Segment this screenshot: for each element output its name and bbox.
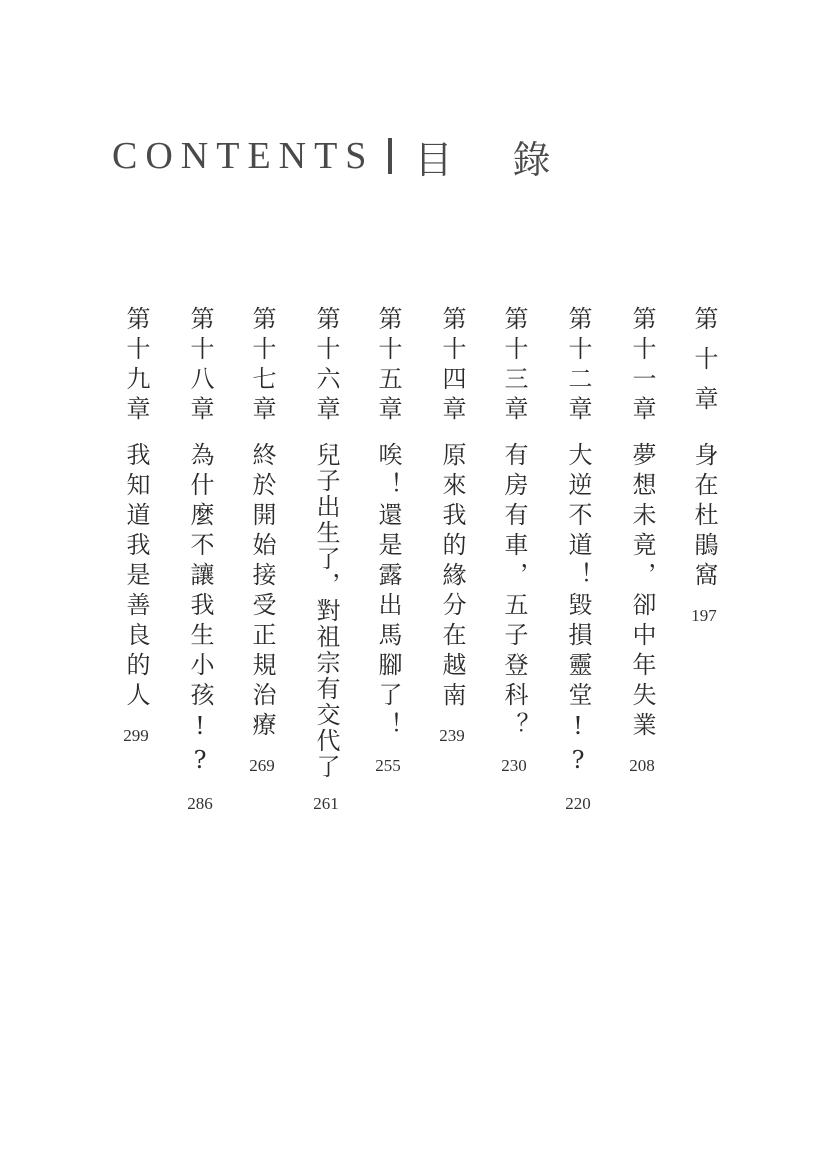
chapter-title: 兒子出生了，對祖宗有交代了 <box>312 442 340 780</box>
toc-entry-chapter-10[interactable] <box>684 306 724 626</box>
chapter-title: 身在杜鵑窩 <box>690 442 718 592</box>
chapter-page-number: 208 <box>629 756 655 775</box>
toc-entry-chapter-18[interactable] <box>180 306 220 814</box>
toc-entry-chapter-14[interactable] <box>432 306 472 746</box>
chapter-title: 唉！還是露出馬腳了！ <box>374 442 402 742</box>
chapter-title: 為什麼不讓我生小孩!? <box>186 442 214 780</box>
chapter-label: 第十八章 <box>186 306 214 426</box>
chapter-label: 第十九章 <box>122 306 150 426</box>
chapter-page-number: 299 <box>123 726 149 745</box>
chapter-page-number: 197 <box>691 606 717 625</box>
chapter-label: 第十一章 <box>628 306 656 426</box>
chapter-label: 第十五章 <box>374 306 402 426</box>
chapter-title: 有房有車，五子登科？ <box>500 442 528 742</box>
toc-entry-chapter-16[interactable] <box>306 306 346 814</box>
heading-english: CONTENTS <box>112 135 375 177</box>
chapter-title: 夢想未竟，卻中年失業 <box>628 442 656 742</box>
chapter-page-number: 269 <box>249 756 275 775</box>
chapter-label: 第十三章 <box>500 306 528 426</box>
chapter-page-number: 255 <box>375 756 401 775</box>
chapter-label: 第十四章 <box>438 306 466 426</box>
chapter-page-number: 261 <box>313 794 339 813</box>
toc-entry-chapter-13[interactable] <box>494 306 534 776</box>
toc-entry-chapter-11[interactable] <box>622 306 662 776</box>
chapter-label: 第十二章 <box>564 306 592 426</box>
chapter-title: 終於開始接受正規治療 <box>248 442 276 742</box>
chapter-label: 第十六章 <box>312 306 340 426</box>
toc-entry-chapter-19[interactable] <box>116 306 156 746</box>
chapter-title: 原來我的緣分在越南 <box>438 442 466 712</box>
toc-entry-chapter-17[interactable] <box>242 306 282 776</box>
chapter-label: 第十七章 <box>248 306 276 426</box>
chapter-page-number: 239 <box>439 726 465 745</box>
toc-entry-chapter-15[interactable] <box>368 306 408 776</box>
chapter-label: 第十章 <box>690 306 718 426</box>
chapter-page-number: 286 <box>187 794 213 813</box>
chapter-page-number: 220 <box>565 794 591 813</box>
chapter-page-number: 230 <box>501 756 527 775</box>
toc-entry-chapter-12[interactable] <box>558 306 598 814</box>
heading-chinese: 目 錄 <box>414 137 575 182</box>
chapter-title: 大逆不道！毀損靈堂!? <box>564 442 592 780</box>
chapter-title: 我知道我是善良的人 <box>122 442 150 712</box>
